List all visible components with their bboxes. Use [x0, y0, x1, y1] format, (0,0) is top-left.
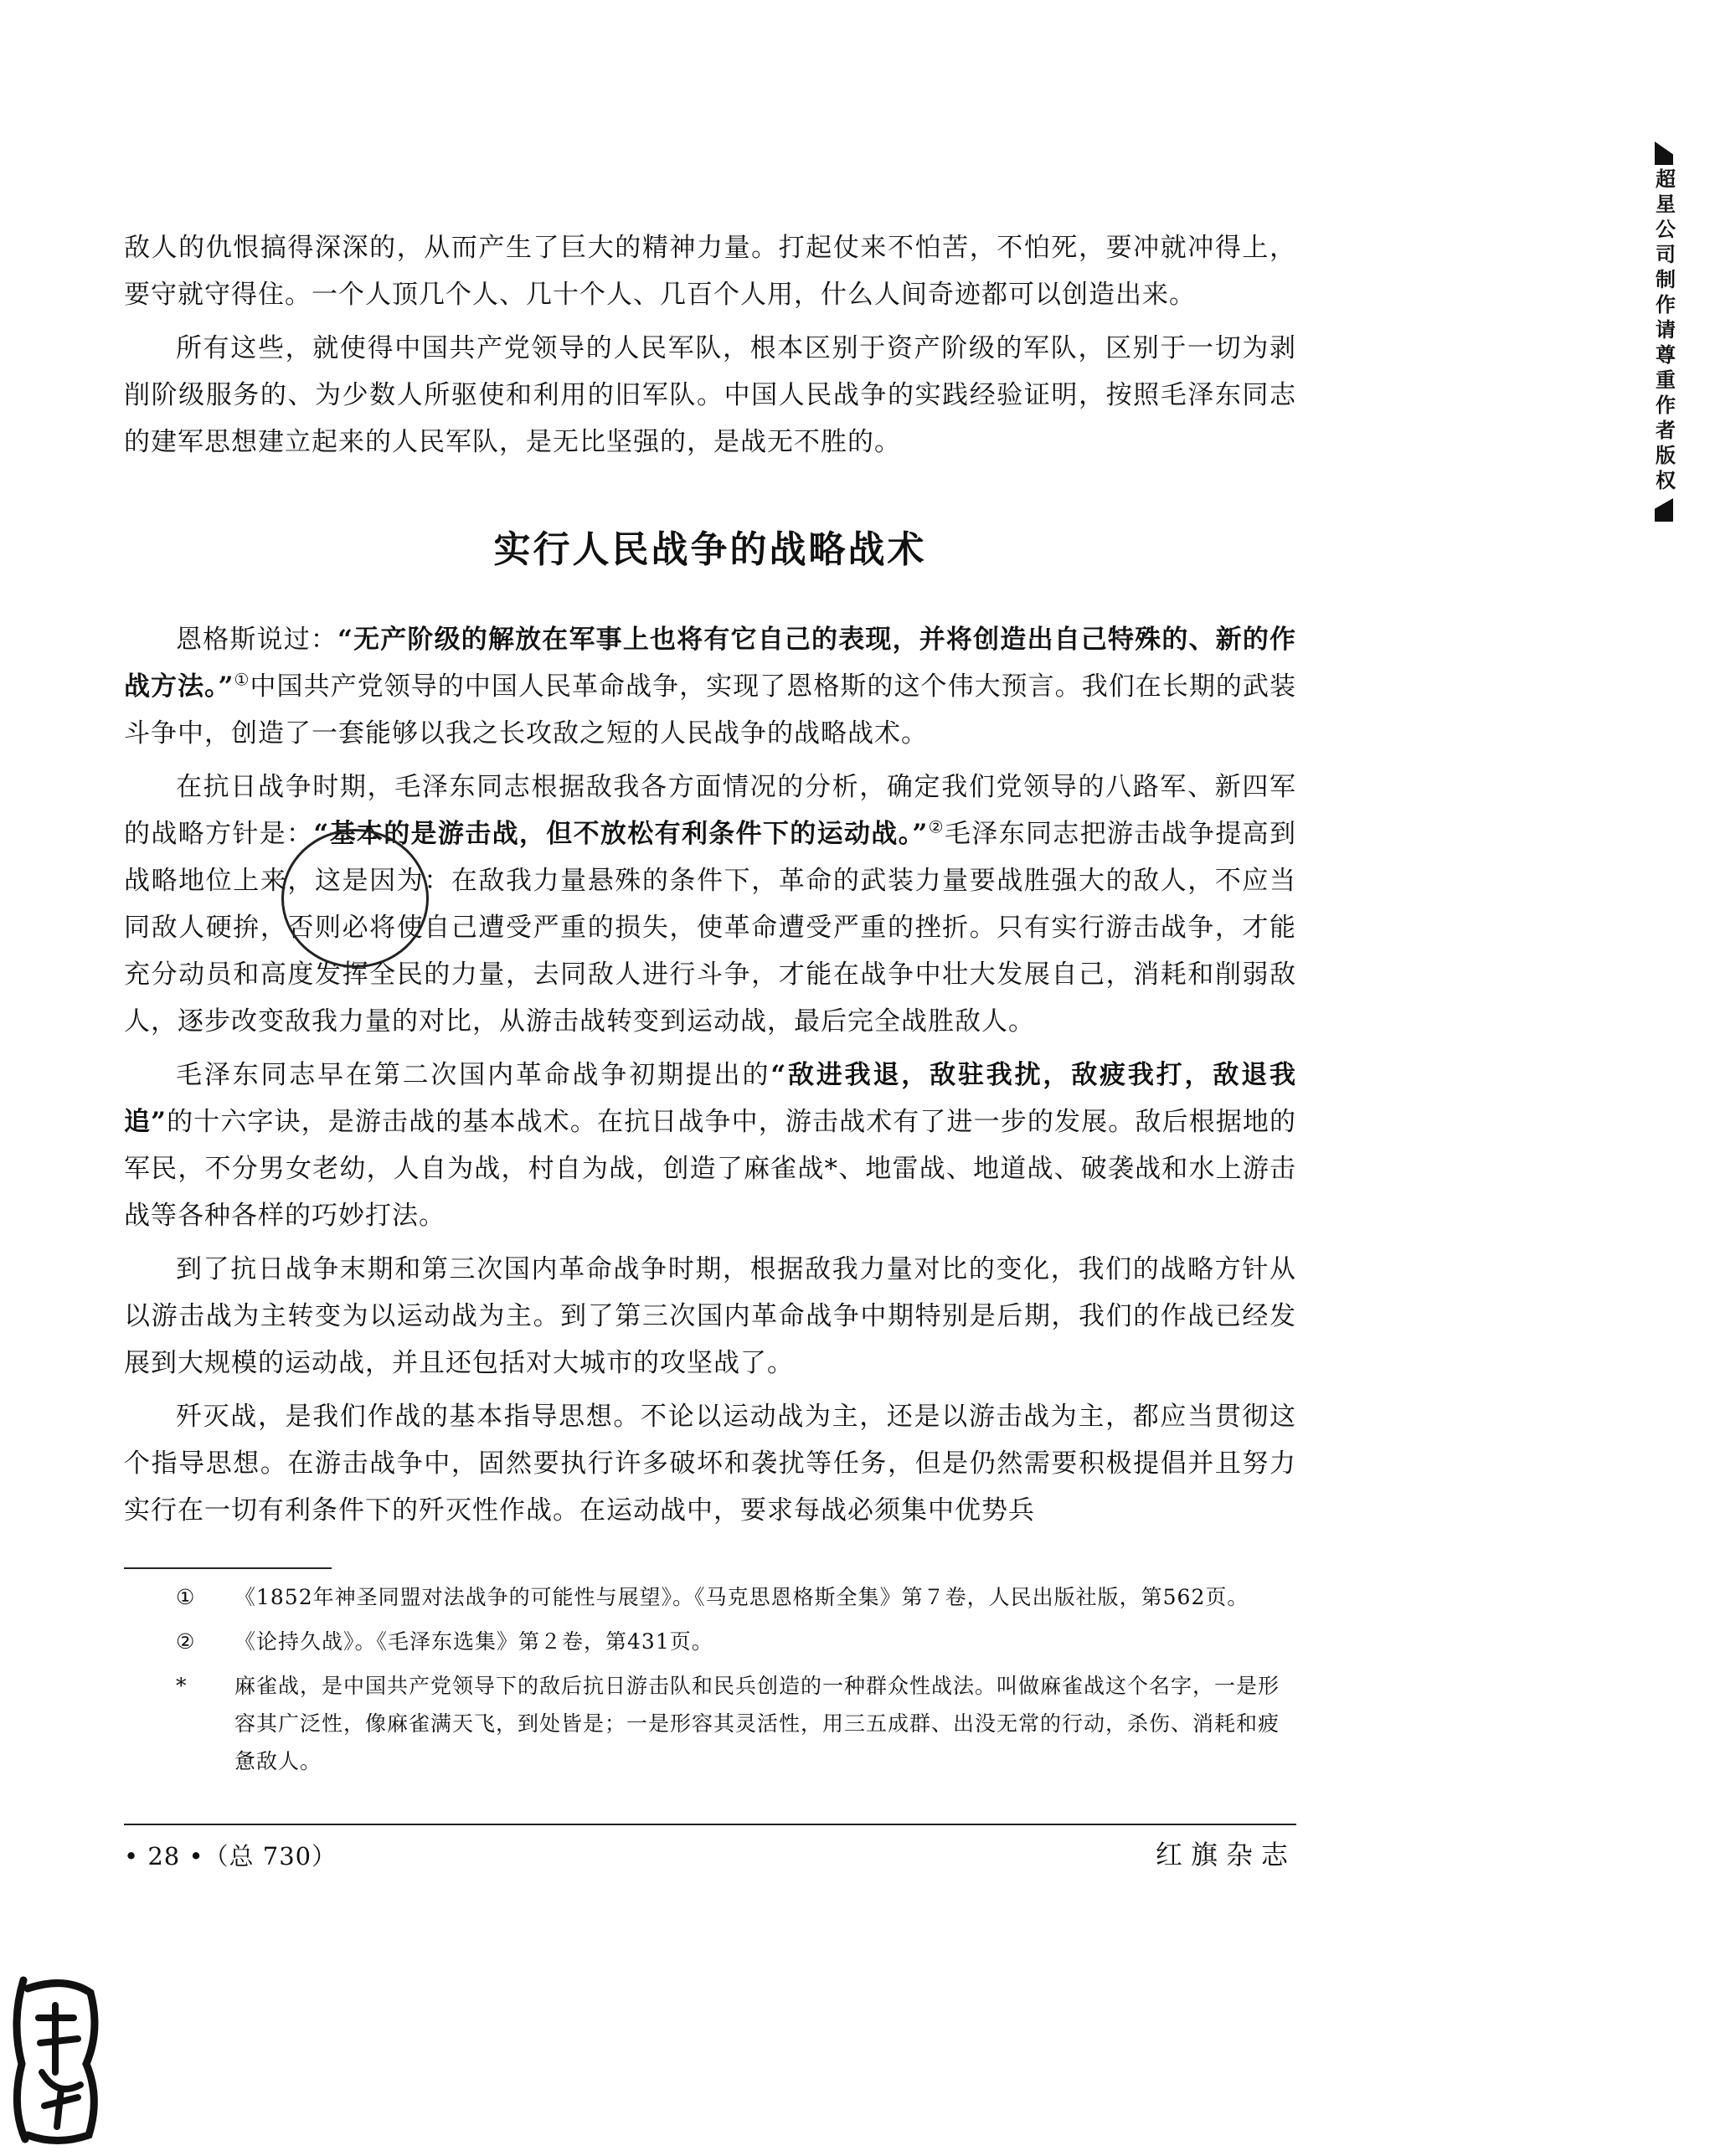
- footnote-text: 麻雀战，是中国共产党领导下的敌后抗日游击队和民兵创造的一种群众性战法。叫做麻雀战这个名字，一是形容其广泛性，像麻雀满天飞，到处皆是；一是形容其灵活性，用三五成群、出没无常的行动，杀伤、消耗和疲惫敌人。: [234, 1674, 1280, 1773]
- footnote-text: 《论持久战》。《毛泽东选集》第２卷，第431页。: [234, 1629, 713, 1654]
- watermark-text: 超星公司制作请尊重作者版权: [1651, 168, 1676, 495]
- footnote-mark: ②: [176, 1629, 196, 1654]
- intro-paragraph: 敌人的仇恨搞得深深的，从而产生了巨大的精神力量。打起仗来不怕苦，不怕死，要冲就冲得上，要守就守得住。一个人顶几个人、几十个人、几百个人用，什么人间奇迹都可以创造出来。: [124, 233, 1296, 310]
- seal-stamp-icon: [7, 1972, 107, 2151]
- footnote-mark: *: [176, 1674, 188, 1698]
- footnote-item: [176, 1623, 1298, 1660]
- intro-paragraph-2: 所有这些，就使得中国共产党领导的人民军队，根本区别于资产阶级的军队，区别于一切为剥削阶级服务的、为少数人所驱使和利用的旧军队。中国人民战争的实践经验证明，按照毛泽东同志的建军思想建立起来的人民军队，是无比坚强的，是战无不胜的。: [124, 333, 1296, 457]
- footnote-mark: ①: [176, 1585, 196, 1609]
- body-paragraph-4: 到了抗日战争末期和第三次国内革命战争时期，根据敌我力量对比的变化，我们的战略方针从以游击战为主转变为以运动战为主。到了第三次国内革命战争中期特别是后期，我们的作战已经发展到大规模的运动战，并且还包括对大城市的攻坚战了。: [124, 1254, 1296, 1378]
- watermark-bar-icon: [1655, 498, 1673, 522]
- body-paragraph-3: [124, 1052, 1296, 1239]
- body-text: 的十六字诀，是游击战的基本战术。在抗日战争中，游击战术有了进一步的发展。敌后根据地的军民，不分男女老幼，人自为战，村自为战，创造了麻雀战*、地雷战、地道战、破袭战和水上游击战等各种各样的巧妙打法。: [124, 1107, 1296, 1231]
- page-number: • 28 •（总 730）: [124, 1842, 337, 1870]
- body-text: 毛泽东同志早在第二次国内革命战争初期提出的: [176, 1060, 771, 1090]
- body-block: [124, 616, 1296, 1541]
- section-title: 实行人民战争的战略战术: [493, 528, 927, 571]
- body-text: 恩格斯说过：: [176, 625, 338, 655]
- footnote-ref-2: ②: [928, 816, 945, 837]
- sixteen-character-quote: “敌进我退，敌驻我扰，敌疲我打，敌退我追”: [124, 1060, 1296, 1137]
- body-paragraph-5: 歼灭战，是我们作战的基本指导思想。不论以运动战为主，还是以游击战为主，都应当贯彻这个指导思想。在游击战争中，固然要执行许多破坏和袭扰等任务，但是仍然需要积极提倡并且努力实行在一切有利条件下的歼灭性作战。在运动战中，要求每战必须集中优势兵: [124, 1402, 1296, 1526]
- watermark-bar-icon: [1655, 142, 1673, 165]
- body-text: 毛泽东同志把游击战争提高到战略地位上来，这是因为：在敌我力量悬殊的条件下，革命的武装力量要战胜强大的敌人，不应当同敌人硬拚，否则必将使自己遭受严重的损失，使革命遭受严重的挫折。只有实行游击战争，才能充分动员和高度发挥全民的力量，去同敌人进行斗争，才能在战争中壮大发展自己，消耗和削弱敌人，逐步改变敌我力量的对比，从游击战转变到运动战，最后完全战胜敌人。: [124, 819, 1296, 1037]
- footnote-ref-1: ①: [234, 669, 250, 690]
- body-text: 中国共产党领导的中国人民革命战争，实现了恩格斯的这个伟大预言。我们在长期的武装斗争中，创造了一套能够以我之长攻敌之短的人民战争的战略战术。: [124, 671, 1296, 749]
- body-paragraph-1: [124, 616, 1296, 757]
- footnote-divider: [124, 1567, 332, 1569]
- intro-block: [124, 224, 1296, 472]
- handwritten-circle-mark: [281, 829, 429, 968]
- body-text: 在抗日战争时期，毛泽东同志根据敌我各方面情况的分析，确定我们党领导的八路军、新四军的战略方针是：: [124, 772, 1296, 849]
- journal-name: 红旗杂志: [1155, 1839, 1296, 1870]
- footnote-item: [176, 1578, 1298, 1616]
- side-watermark: [1650, 138, 1678, 607]
- footnote-item: [176, 1667, 1298, 1780]
- engels-quote: “无产阶级的解放在军事上也将有它自己的表现，并将创造出自己特殊的、新的作战方法。”: [124, 625, 1297, 702]
- footer-divider: [124, 1824, 1296, 1825]
- footnotes: [176, 1578, 1298, 1787]
- footnote-text: 《1852年神圣同盟对法战争的可能性与展望》。《马克思恩格斯全集》第７卷，人民出版社版，第562页。: [234, 1585, 1249, 1609]
- mao-quote: “基本的是游击战，但不放松有利条件下的运动战。”: [313, 819, 929, 849]
